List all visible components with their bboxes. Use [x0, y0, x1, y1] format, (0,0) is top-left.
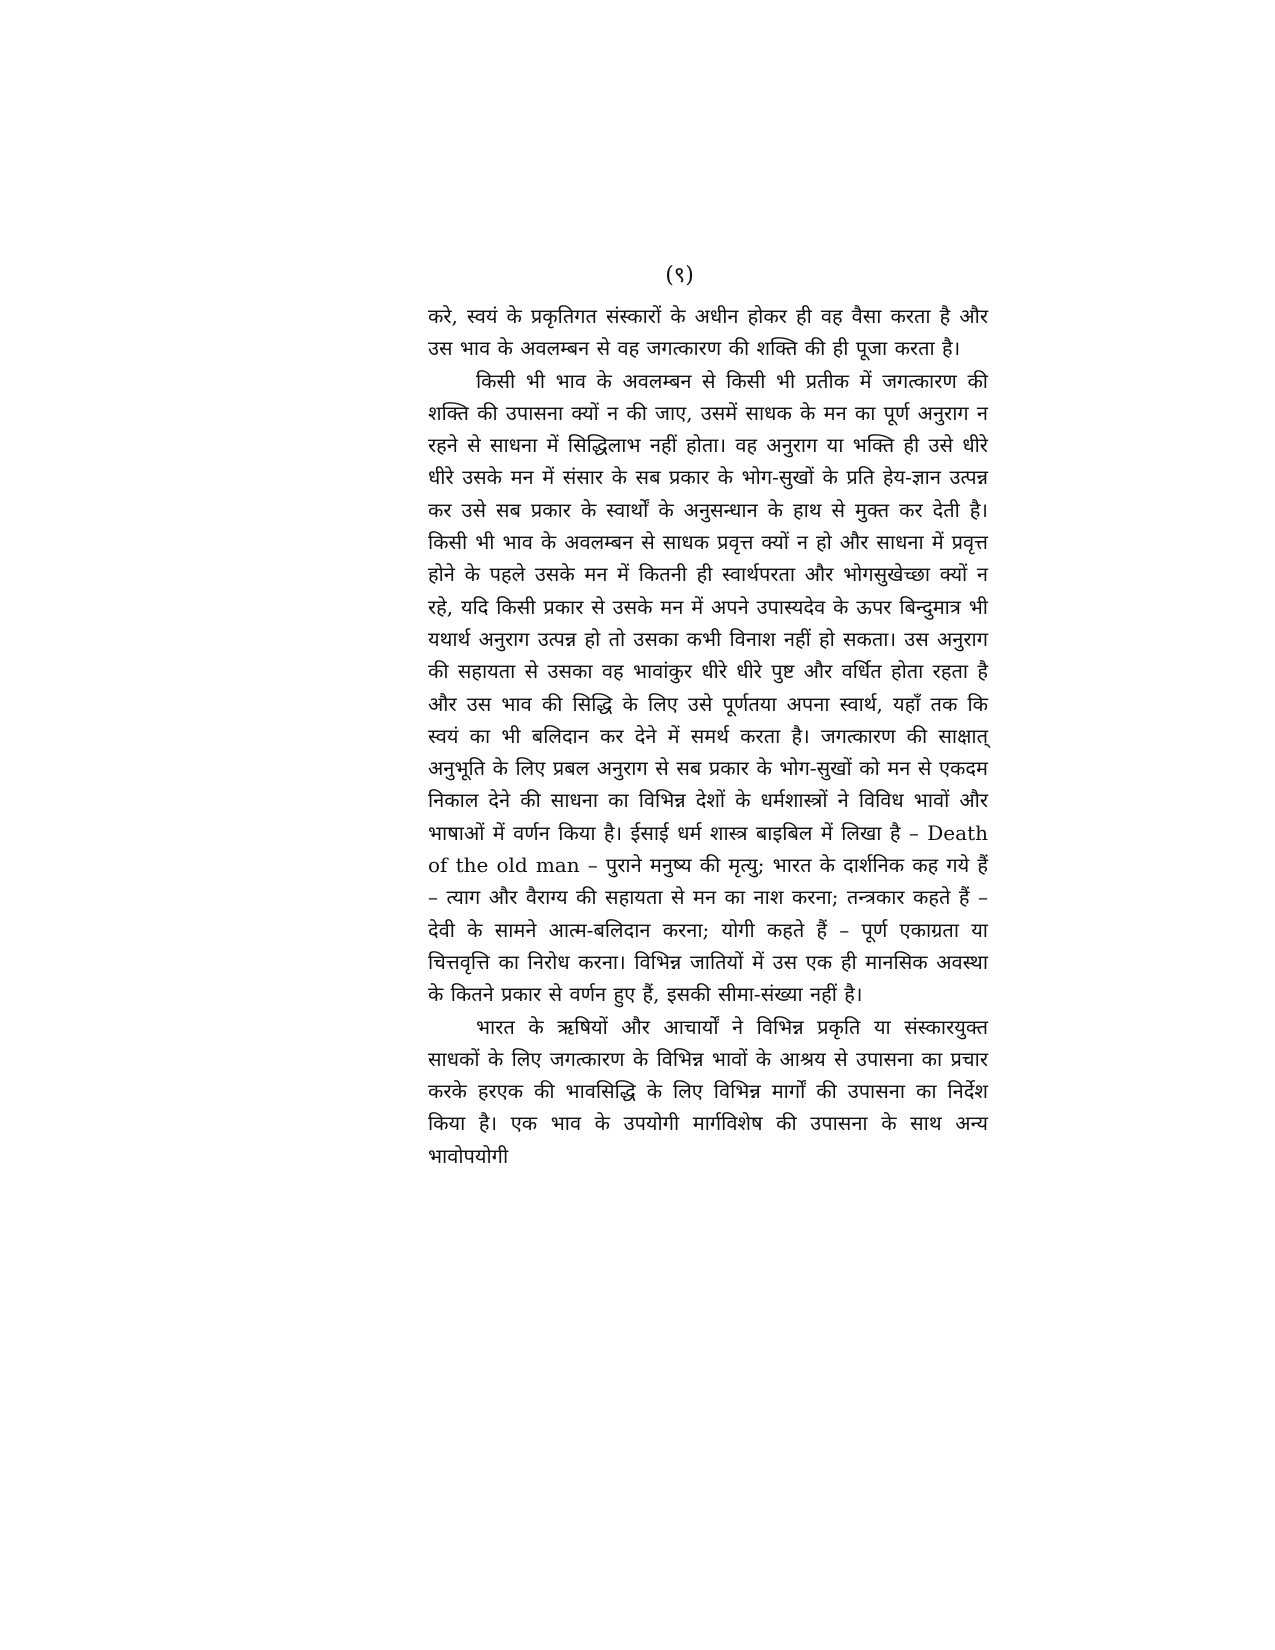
page-number: (९) — [665, 263, 694, 288]
paragraph-2: किसी भी भाव के अवलम्बन से किसी भी प्रतीक में जगत्कारण की शक्ति की उपासना क्यों न की जाए, उसमें साधक के मन का पूर्ण अनुराग न रहने से साधना में सिद्धिलाभ नहीं होता। वह अनुराग या भक्ति ही उसे धीरे धीरे उसके मन में संसार के सब प्रकार के भोग-सुखों के प्रति हेय-ज्ञान उत्पन्न कर उसे सब प्रकार के स्वार्थों के अनुसन्धान के हाथ से मुक्त कर देती है। किसी भी भाव के अवलम्बन से साधक प्रवृत्त क्यों न हो और साधना में प्रवृत्त होने के पहले उसके मन में कितनी ही स्वार्थपरता और भोगसुखेच्छा क्यों न रहे, यदि किसी प्रकार से उसके मन में अपने उपास्यदेव के ऊपर बिन्दुमात्र भी यथार्थ अनुराग उत्पन्न हो तो उसका कभी विनाश नहीं हो सकता। उस अनुराग की सहायता से उसका वह भावांकुर धीरे धीरे पुष्ट और वर्धित होता रहता है और उस भाव की सिद्धि के लिए उसे पूर्णतया अपना स्वार्थ, यहाँ तक कि स्वयं का भी बलिदान कर देने में समर्थ करता है। जगत्कारण की साक्षात् अनुभूति के लिए प्रबल अनुराग से सब प्रकार के भोग-सुखों को मन से एकदम निकाल देने की साधना का विभिन्न देशों के धर्मशास्त्रों ने विविध भावों और भाषाओं में वर्णन किया है। ईसाई धर्म शास्त्र बाइबिल में लिखा है – Death of the old man – पुराने मनुष्य की मृत्यु; भारत के दार्शनिक कह गये हैं – त्याग और वैराग्य की सहायता से मन का नाश करना; तन्त्रकार कहते हैं – देवी के सामने आत्म-बलिदान करना; योगी कहते हैं – पूर्ण एकाग्रता या चित्तवृत्ति का निरोध करना। विभिन्न जातियों में उस एक ही मानसिक अवस्था के कितने प्रकार से वर्णन हुए हैं, इसकी सीमा-संख्या नहीं है। — [428, 368, 988, 1007]
paragraph-1: करे, स्वयं के प्रकृतिगत संस्कारों के अधीन होकर ही वह वैसा करता है और उस भाव के अवलम्बन से वह जगत्कारण की शक्ति की ही पूजा करता है। — [428, 304, 988, 361]
body-text — [428, 300, 988, 1172]
paragraph-3: भारत के ऋषियों और आचार्यों ने विभिन्न प्रकृति या संस्कारयुक्त साधकों के लिए जगत्कारण के विभिन्न भावों के आश्रय से उपासना का प्रचार करके हरएक की भावसिद्धि के लिए विभिन्न मार्गों की उपासना का निर्देश किया है। एक भाव के उपयोगी मार्गविशेष की उपासना के साथ अन्य भावोपयोगी — [428, 1014, 988, 1168]
